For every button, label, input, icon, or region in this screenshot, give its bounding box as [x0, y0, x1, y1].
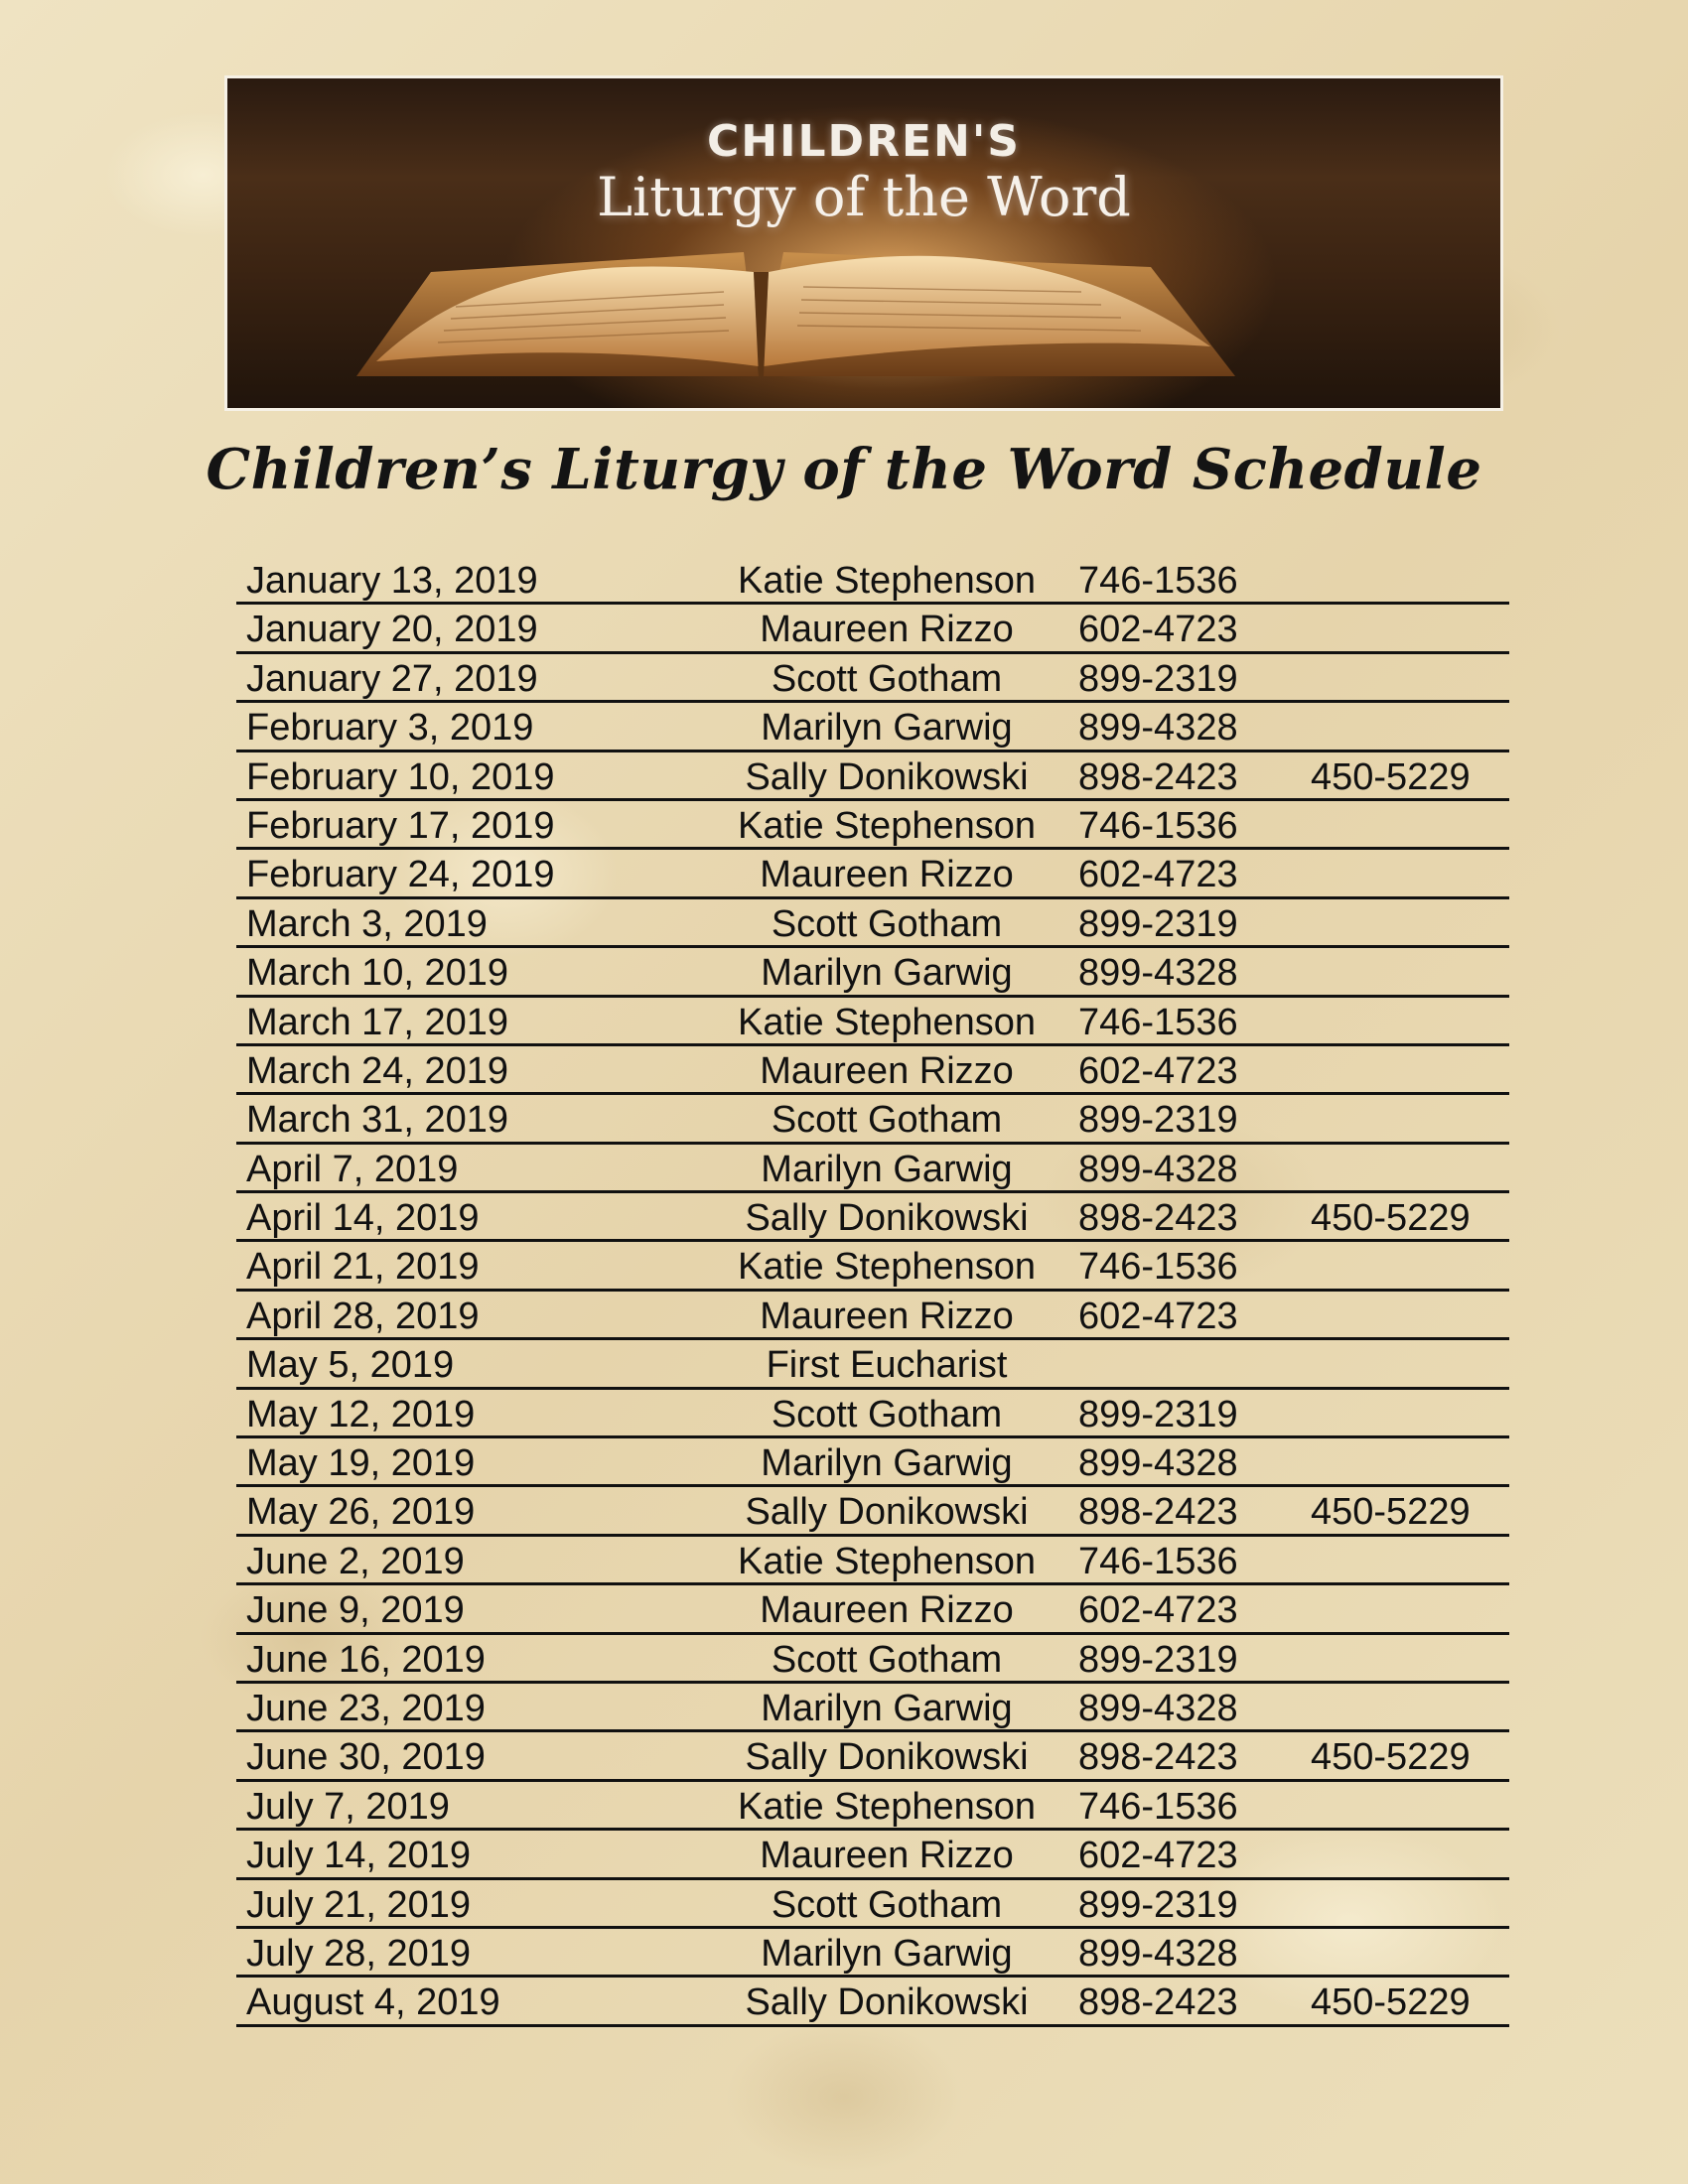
row-phone-primary: 899-4328: [1078, 1932, 1238, 1975]
schedule-row: [236, 1585, 1509, 1634]
row-date: January 13, 2019: [246, 560, 538, 602]
row-volunteer-name: Maureen Rizzo: [760, 1049, 1014, 1092]
schedule-row: [236, 1831, 1509, 1879]
row-volunteer-name: Sally Donikowski: [745, 1981, 1029, 2024]
row-volunteer-name: Scott Gotham: [771, 657, 1003, 700]
row-volunteer-name: Katie Stephenson: [737, 1540, 1036, 1582]
row-date: February 10, 2019: [246, 755, 555, 798]
row-volunteer-name: Katie Stephenson: [737, 1001, 1036, 1043]
schedule-row: [236, 752, 1509, 801]
schedule-row: [236, 1193, 1509, 1242]
schedule-row: [236, 1095, 1509, 1144]
row-volunteer-name: Marilyn Garwig: [761, 1442, 1013, 1485]
row-date: May 19, 2019: [246, 1442, 476, 1485]
schedule-row: [236, 1390, 1509, 1438]
row-date: July 7, 2019: [246, 1785, 450, 1828]
row-phone-primary: 898-2423: [1078, 1981, 1238, 2024]
row-date: June 30, 2019: [246, 1736, 486, 1779]
row-date: February 3, 2019: [246, 707, 534, 750]
header-banner: [224, 75, 1503, 411]
row-volunteer-name: Maureen Rizzo: [760, 854, 1014, 896]
row-volunteer-name: Scott Gotham: [771, 1099, 1003, 1142]
schedule-row: [236, 1684, 1509, 1732]
row-volunteer-name: Sally Donikowski: [745, 755, 1029, 798]
row-volunteer-name: Scott Gotham: [771, 1393, 1003, 1435]
row-volunteer-name: Katie Stephenson: [737, 560, 1036, 602]
schedule-row: [236, 948, 1509, 997]
row-phone-primary: 899-4328: [1078, 1442, 1238, 1485]
row-date: May 26, 2019: [246, 1491, 476, 1534]
row-date: January 20, 2019: [246, 609, 538, 651]
row-phone-primary: 899-2319: [1078, 1883, 1238, 1926]
row-date: April 21, 2019: [246, 1246, 480, 1289]
schedule-row: [236, 654, 1509, 703]
row-phone-primary: 899-2319: [1078, 657, 1238, 700]
schedule-row: [236, 801, 1509, 850]
row-phone-secondary: 450-5229: [1311, 1197, 1471, 1240]
row-phone-primary: 898-2423: [1078, 755, 1238, 798]
schedule-table: [236, 556, 1509, 2027]
schedule-row: [236, 1929, 1509, 1978]
row-volunteer-name: Marilyn Garwig: [761, 1687, 1013, 1729]
row-date: April 28, 2019: [246, 1295, 480, 1337]
row-phone-primary: 602-4723: [1078, 1835, 1238, 1877]
row-phone-primary: 602-4723: [1078, 609, 1238, 651]
schedule-row: [236, 998, 1509, 1046]
row-date: June 9, 2019: [246, 1589, 465, 1632]
schedule-row: [236, 703, 1509, 751]
schedule-row: [236, 1438, 1509, 1487]
row-volunteer-name: Sally Donikowski: [745, 1491, 1029, 1534]
row-date: June 16, 2019: [246, 1638, 486, 1681]
schedule-row: [236, 1487, 1509, 1536]
row-volunteer-name: Scott Gotham: [771, 1883, 1003, 1926]
row-phone-primary: 899-4328: [1078, 1687, 1238, 1729]
row-volunteer-name: Maureen Rizzo: [760, 609, 1014, 651]
row-volunteer-name: First Eucharist: [766, 1344, 1008, 1387]
row-phone-primary: 899-4328: [1078, 952, 1238, 995]
schedule-row: [236, 1340, 1509, 1389]
row-phone-primary: 746-1536: [1078, 1001, 1238, 1043]
row-date: July 21, 2019: [246, 1883, 472, 1926]
row-phone-primary: 746-1536: [1078, 1785, 1238, 1828]
row-phone-primary: 746-1536: [1078, 1246, 1238, 1289]
row-phone-primary: 746-1536: [1078, 1540, 1238, 1582]
row-volunteer-name: Maureen Rizzo: [760, 1835, 1014, 1877]
row-volunteer-name: Scott Gotham: [771, 1638, 1003, 1681]
row-phone-primary: 899-4328: [1078, 1148, 1238, 1190]
row-volunteer-name: Marilyn Garwig: [761, 1932, 1013, 1975]
schedule-row: [236, 1046, 1509, 1095]
row-date: April 7, 2019: [246, 1148, 459, 1190]
row-date: March 3, 2019: [246, 902, 488, 945]
row-date: July 28, 2019: [246, 1932, 472, 1975]
row-phone-primary: 602-4723: [1078, 1589, 1238, 1632]
row-phone-primary: 899-2319: [1078, 1638, 1238, 1681]
row-phone-secondary: 450-5229: [1311, 1981, 1471, 2024]
row-volunteer-name: Scott Gotham: [771, 902, 1003, 945]
banner-title-line2: Liturgy of the Word: [597, 166, 1131, 228]
row-date: February 24, 2019: [246, 854, 555, 896]
row-date: January 27, 2019: [246, 657, 538, 700]
row-phone-primary: 899-2319: [1078, 1099, 1238, 1142]
row-phone-secondary: 450-5229: [1311, 1491, 1471, 1534]
row-volunteer-name: Katie Stephenson: [737, 1246, 1036, 1289]
schedule-row: [236, 1537, 1509, 1585]
schedule-row: [236, 1732, 1509, 1781]
row-phone-primary: 898-2423: [1078, 1197, 1238, 1240]
row-date: April 14, 2019: [246, 1197, 480, 1240]
row-volunteer-name: Marilyn Garwig: [761, 1148, 1013, 1190]
row-volunteer-name: Marilyn Garwig: [761, 707, 1013, 750]
row-date: May 12, 2019: [246, 1393, 476, 1435]
row-date: May 5, 2019: [246, 1344, 455, 1387]
row-volunteer-name: Sally Donikowski: [745, 1736, 1029, 1779]
schedule-row: [236, 1145, 1509, 1193]
row-phone-primary: 602-4723: [1078, 854, 1238, 896]
row-phone-primary: 898-2423: [1078, 1736, 1238, 1779]
row-phone-primary: 746-1536: [1078, 560, 1238, 602]
schedule-row: [236, 605, 1509, 653]
schedule-row: [236, 1782, 1509, 1831]
row-date: July 14, 2019: [246, 1835, 472, 1877]
schedule-row: [236, 1292, 1509, 1340]
row-phone-primary: 746-1536: [1078, 804, 1238, 847]
row-phone-primary: 899-4328: [1078, 707, 1238, 750]
row-volunteer-name: Maureen Rizzo: [760, 1295, 1014, 1337]
schedule-row: [236, 850, 1509, 898]
row-date: June 2, 2019: [246, 1540, 465, 1582]
row-volunteer-name: Maureen Rizzo: [760, 1589, 1014, 1632]
schedule-row: [236, 556, 1509, 605]
row-phone-secondary: 450-5229: [1311, 755, 1471, 798]
row-volunteer-name: Sally Donikowski: [745, 1197, 1029, 1240]
schedule-row: [236, 1978, 1509, 2026]
page-title: Children’s Liturgy of the Word Schedule: [206, 437, 1482, 502]
row-date: March 10, 2019: [246, 952, 509, 995]
schedule-row: [236, 1242, 1509, 1291]
row-phone-primary: 602-4723: [1078, 1295, 1238, 1337]
row-date: March 17, 2019: [246, 1001, 509, 1043]
row-phone-primary: 899-2319: [1078, 1393, 1238, 1435]
schedule-row: [236, 899, 1509, 948]
row-date: February 17, 2019: [246, 804, 555, 847]
row-phone-secondary: 450-5229: [1311, 1736, 1471, 1779]
row-phone-primary: 898-2423: [1078, 1491, 1238, 1534]
row-phone-primary: 899-2319: [1078, 902, 1238, 945]
row-volunteer-name: Marilyn Garwig: [761, 952, 1013, 995]
row-volunteer-name: Katie Stephenson: [737, 1785, 1036, 1828]
row-date: March 31, 2019: [246, 1099, 509, 1142]
row-volunteer-name: Katie Stephenson: [737, 804, 1036, 847]
row-date: August 4, 2019: [246, 1981, 500, 2024]
schedule-row: [236, 1880, 1509, 1929]
row-date: June 23, 2019: [246, 1687, 486, 1729]
schedule-row: [236, 1635, 1509, 1684]
row-date: March 24, 2019: [246, 1049, 509, 1092]
banner-title-line1: CHILDREN'S: [707, 116, 1021, 167]
row-phone-primary: 602-4723: [1078, 1049, 1238, 1092]
